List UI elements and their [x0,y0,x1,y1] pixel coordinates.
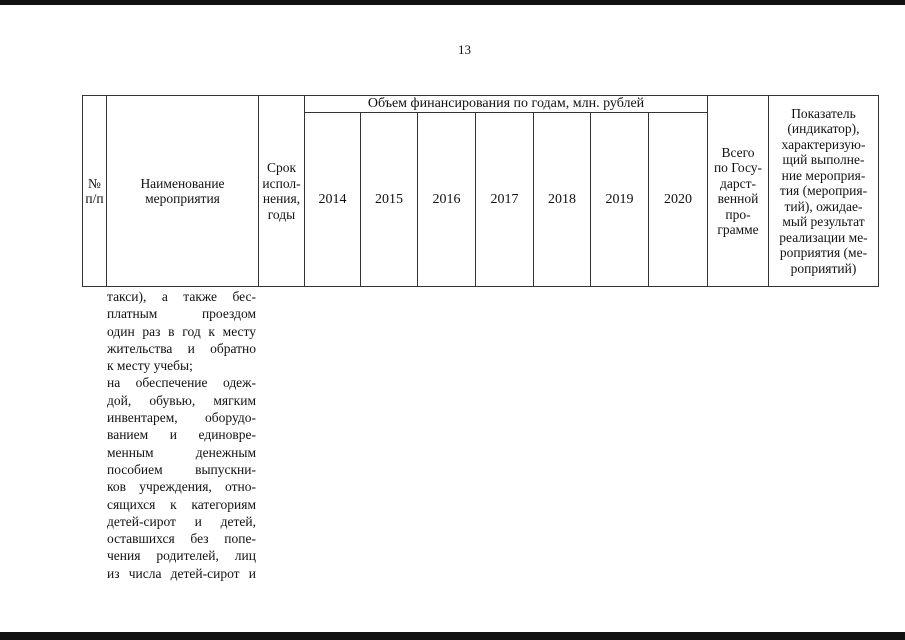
header-funding-group: Объем финансирования по годам, млн. рублей [305,96,708,113]
text-line: инвентарем, оборудо- [107,410,256,426]
text-line: жительства и обратно [107,340,256,356]
header-year-2017: 2017 [476,113,534,287]
header-term: Срок испол- нения, годы [259,96,305,287]
text-line: к месту учебы; [107,358,193,374]
activity-description [107,288,256,582]
header-year-2016: 2016 [418,113,476,287]
header-name: Наименование мероприятия [107,96,259,287]
text-line: платным проездом [107,306,256,322]
text-line: сящихся к категориям [107,496,256,512]
text-line: пособием выпускни- [107,461,256,477]
page-number: 13 [458,42,471,57]
header-indicator: Показатель (индикатор), характеризую- щий выполне- ние мероприя- тия (мероприя- тий), ожидае- мый результат реализации ме- роприятия (ме- роприятий) [769,96,879,287]
text-line: ванием и единовре- [107,427,256,443]
text-line: такси), а также бес- [107,289,256,304]
header-year-2014: 2014 [305,113,361,287]
header-year-2015: 2015 [361,113,418,287]
text-line: на обеспечение одеж- [107,375,256,391]
text-line: ков учреждения, отно- [107,479,256,495]
header-num: № п/п [83,96,107,287]
funding-table-header [82,95,879,287]
scan-border-bottom [0,632,905,640]
text-line: менным денежным [107,444,256,460]
header-year-2018: 2018 [534,113,591,287]
scan-border-top [0,0,905,5]
header-year-2019: 2019 [591,113,649,287]
text-line: оставшихся без попе- [107,531,256,547]
text-line: детей-сирот и детей, [107,513,256,529]
header-year-2020: 2020 [649,113,708,287]
text-line: из числа детей-сирот и [107,565,256,581]
header-total: Всего по Госу- дарст- венной про- грамме [708,96,769,287]
text-line: один раз в год к месту [107,323,256,339]
text-line: дой, обувью, мягким [107,392,256,408]
text-line: чения родителей, лиц [107,548,256,564]
